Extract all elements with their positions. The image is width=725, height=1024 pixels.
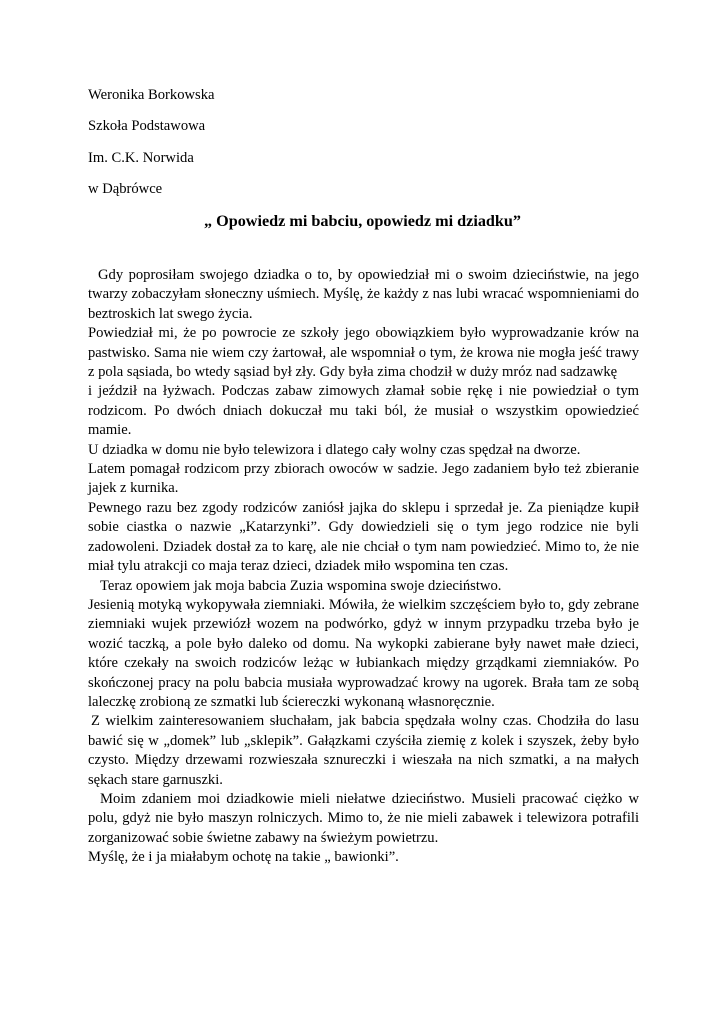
paragraph: Moim zdaniem moi dziadkowie mieli niełatwe dzieciństwo. Musieli pracować ciężko w polu, gdyż nie było maszyn rolniczych. Mimo to, że nie mieli zabawek i telewizora potrafili zorganizować sobie świetne zabawy na świeżym powietrzu.	[88, 790, 639, 846]
essay-body	[88, 266, 639, 868]
paragraph: i jeździł na łyżwach. Podczas zabaw zimowych złamał sobie rękę i nie powiedział o tym rodzicom. Po dwóch dniach dokuczał mu taki ból, że musiał o wszystkim opowiedzieć mamie.	[88, 383, 639, 439]
paragraph: Pewnego razu bez zgody rodziców zaniósł jajka do sklepu i sprzedał je. Za pieniądze kupił sobie ciastka o nazwie „Katarzynki”. Gdy dowiedzieli się o tym jego rodzice nie byli zadowoleni. Dziadek dostał za to karę, ale nie chciał o tym nam powiedzieć. Mimo to, że nie miał tylu atrakcji co maja teraz dzieci, dziadek miło wspomina ten czas.	[88, 499, 639, 575]
author-block	[88, 86, 215, 211]
essay-title: „ Opowiedz mi babciu, opowiedz mi dziadku”	[203, 212, 522, 230]
paragraph: Powiedział mi, że po powrocie ze szkoły jego obowiązkiem było wyprowadzanie krów na pastwisko. Sama nie wiem czy żartował, ale wspomniał o tym, że krowa nie mogła jeść trawy z pola sąsiada, bo wtedy sąsiad był zły. Gdy była zima chodził w duży mróz nad sadzawkę	[88, 325, 639, 381]
school-name: Szkoła Podstawowa	[88, 118, 206, 135]
paragraph: U dziadka w domu nie było telewizora i dlatego cały wolny czas spędzał na dworze.	[88, 441, 581, 458]
author-name: Weronika Borkowska	[88, 87, 215, 103]
paragraph: Z wielkim zainteresowaniem słuchałam, jak babcia spędzała wolny czas. Chodziła do lasu bawić się w „domek” lub „sklepik”. Gałązkami czyściła ziemię z kolek i szyszek, żeby było czysto. Między drzewami rozwieszała sznureczki i wieszała na nich szmatki, a na małych sękach stare garnuszki.	[88, 713, 639, 788]
paragraph: Jesienią motyką wykopywała ziemniaki. Mówiła, że wielkim szczęściem było to, gdy zebrane ziemniaki wujek przewiózł wozem na podwórko, gdyż w innym przypadku trzeba było je wozić taczką, a pole było daleko od domu. Na wykopki zabierane były nawet małe dzieci, które czekały na swoich rodziców leżąc w łubiankach między grządkami ziemniaków. Po skończonej pracy na polu babcia musiała wyprowadzać krowy na ugorek. Brała tam ze sobą laleczkę zrobioną ze szmatki lub ściereczki wykonaną własnoręcznie.	[88, 596, 639, 710]
school-patron: Im. C.K. Norwida	[88, 149, 194, 166]
paragraph: Teraz opowiem jak moja babcia Zuzia wspomina swoje dzieciństwo.	[100, 577, 502, 594]
paragraph: Gdy poprosiłam swojego dziadka o to, by opowiedział mi o swoim dzieciństwie, na jego twarzy zobaczyłam słoneczny uśmiech. Myślę, że każdy z nas lubi wracać wspomnieniami do beztroskich lat swego życia.	[88, 267, 639, 322]
paragraph: Latem pomagał rodzicom przy zbiorach owoców w sadzie. Jego zadaniem było też zbieranie jajek z kurnika.	[88, 461, 639, 497]
school-location: w Dąbrówce	[88, 180, 163, 197]
paragraph: Myślę, że i ja miałabym ochotę na takie „ bawionki”.	[88, 849, 399, 866]
